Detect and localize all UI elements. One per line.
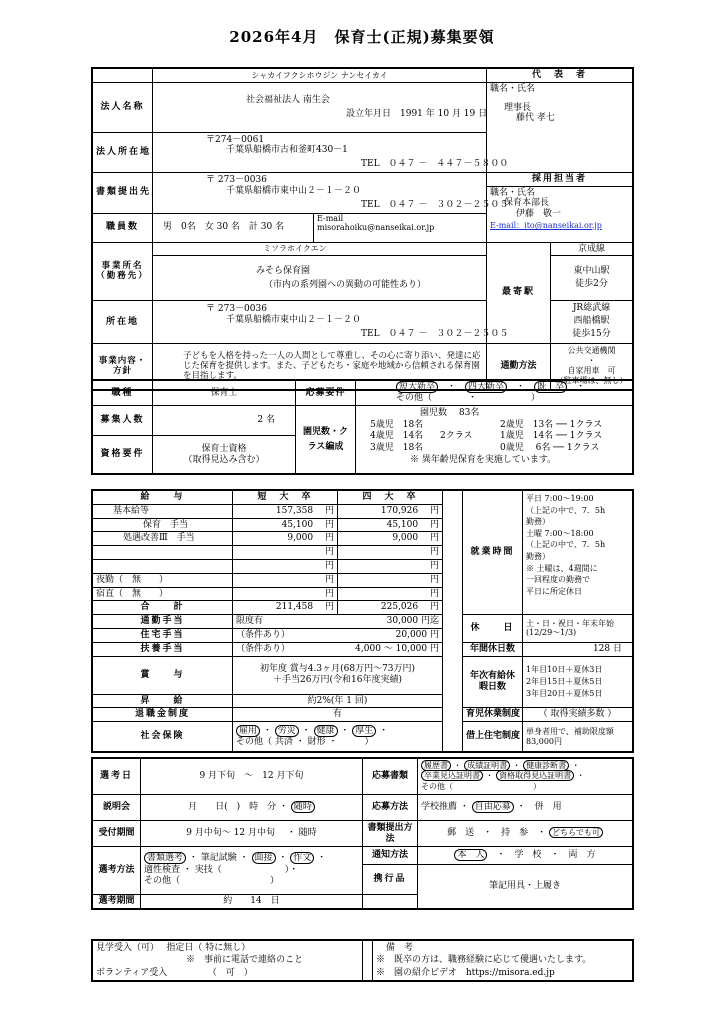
- corp-name-label: 法人名称: [93, 82, 153, 132]
- class-2: 2歳児 13名 ── 1クラス: [500, 419, 603, 430]
- staff-count: 男 0名 女 30 名 計 30 名: [163, 222, 285, 233]
- docs-label: 応募書類: [363, 759, 418, 795]
- way-other: その他（ ）: [144, 876, 280, 887]
- notify-both: 両 方: [568, 850, 596, 861]
- yen-unit: 円: [429, 519, 439, 530]
- rent-label: 借上住宅制度: [463, 722, 523, 752]
- work-line-6: 勤務）: [526, 551, 550, 561]
- office-name: みそら保育園: [256, 265, 311, 276]
- pay-total-label: 合 計: [93, 601, 233, 615]
- corp-addr: 千葉県船橋市古和釜町430－1: [226, 145, 348, 156]
- pay-value: 45,100: [281, 519, 314, 530]
- job-label: 職種: [93, 381, 153, 406]
- corp-established: 設立年月日 1991 年 10 月 19 日: [346, 109, 488, 120]
- commute-dot: ・: [587, 356, 596, 366]
- req-junior-college: 短大新卒: [396, 381, 438, 393]
- yen-unit: 円: [324, 533, 334, 544]
- job-value: 保育士: [153, 381, 296, 406]
- yen-unit: 円: [429, 547, 439, 558]
- location-label: 所在地: [93, 301, 153, 343]
- retire-label: 退職金制度: [93, 708, 233, 722]
- corp-addr-label: 法人所在地: [93, 132, 153, 172]
- submit-addr: 千葉県船橋市東中山２－１－２０: [226, 185, 362, 196]
- paid-leave-1: 1年目10日＋夏休3日: [526, 664, 603, 674]
- class-1: 1歳児 14名 ── 1クラス: [500, 431, 603, 442]
- recruiter-email[interactable]: E-mail：ito@nanseikai.or.jp: [490, 220, 602, 230]
- pay-value: 45,100: [386, 519, 419, 530]
- page-title: 2026年4月 保育士(正規)募集要領: [229, 28, 495, 46]
- yen-unit: 円: [324, 574, 334, 585]
- email-label: E-mail: [317, 213, 344, 223]
- housing-amt: 20,000 円: [395, 629, 439, 640]
- notify-self: 本 人: [454, 849, 487, 861]
- corp-addr-zip: 〒274－0061: [206, 134, 265, 145]
- work-line-3: 勤務）: [526, 517, 550, 527]
- work-hours-label: 就業時間: [463, 491, 523, 615]
- period-label: 受付期間: [93, 821, 141, 847]
- yen-unit: 円: [429, 574, 439, 585]
- pay-total-junior: 211,458: [275, 602, 314, 613]
- station-name-1: 東中山駅: [573, 266, 610, 277]
- pay-row-label: 宿直（ 無 ）: [93, 587, 233, 601]
- biz-label: 事業内容・方針: [93, 343, 153, 389]
- work-line-7: ※ 土曜は、4週間に: [526, 563, 598, 573]
- doc-graduation: 卒業見込証明書: [421, 770, 483, 781]
- pay-row-label: 保育 手当: [93, 518, 233, 532]
- paid-leave-2: 2年目15日＋夏休5日: [526, 676, 603, 686]
- ins-pension: 厚生: [352, 725, 376, 737]
- yen-unit: 円: [324, 505, 334, 516]
- way-essay: 作文: [290, 852, 314, 864]
- pay-row-label: 基本給等: [93, 504, 233, 518]
- pay-total-university: 225,026: [380, 602, 419, 613]
- bring-label: 携行品: [363, 865, 418, 895]
- kids-total: 園児数 83名: [420, 408, 480, 418]
- holiday-label: 休 日: [463, 615, 523, 643]
- paid-leave-3: 3年目20日＋夏休5日: [526, 688, 603, 698]
- rep-header: 代 表 者: [487, 69, 633, 83]
- family-label: 扶養手当: [93, 642, 233, 656]
- way-written: 筆記試験: [200, 852, 237, 863]
- mixed-age-note: ※ 異年齢児保育を実施しています。: [410, 454, 557, 465]
- job-table: 職種 保育士 応募要件 短大新卒 ・ 四大新卒 ・ 既 卒 ・ その他（ ・ ） 募集人数 2 名 園児数・クラス編成 園児数 83名 5歳児 18名 4歳児 14名 3歳児 18名 2クラス 2歳児 13名 ── 1クラス 1歳児 14名 ── 1クラス 0歳児 6名 ── 1クラス ※ 異年齢児保育を実施しています。 資格要件 保育士資格 （取得見込み含む）: [92, 380, 633, 474]
- raise-value: 約2%(年 1 回): [233, 694, 443, 708]
- visit-label: 見学受入（可）: [96, 943, 155, 954]
- work-line-2: （上記の中で、7．5h: [526, 505, 606, 515]
- class-4: 4歳児 14名: [370, 431, 424, 442]
- apply-method-label: 応募方法: [363, 795, 418, 821]
- insurance-label: 社会保険: [93, 722, 233, 752]
- bonus-line-2: ＋手当26万円(令和16年度実績): [273, 675, 402, 686]
- work-line-5: （上記の中で、7．5h: [526, 540, 606, 550]
- yen-unit: 円: [429, 505, 439, 516]
- location-addr: 千葉県船橋市東中山２－１－２０: [226, 315, 362, 326]
- notify-label: 通知方法: [363, 847, 418, 865]
- station-label: 最寄駅: [487, 242, 551, 343]
- annual-holiday: 128 日: [523, 642, 633, 656]
- briefing-label: 説明会: [93, 795, 141, 821]
- notify-school: 学 校: [514, 850, 542, 861]
- rep-name: 藤代 孝七: [516, 113, 555, 124]
- select-date: 9 月下旬 ～ 12 月下旬: [141, 759, 363, 795]
- method-school: 学校推薦: [421, 802, 458, 813]
- qual-note: （取得見込み含む）: [183, 454, 265, 465]
- ins-accident: 労災: [275, 725, 299, 737]
- station-line-1: 京成線: [551, 242, 633, 256]
- pay-row-label: 処遇改善Ⅲ 手当: [93, 532, 233, 546]
- visit-note: ※ 事前に電話で連絡のこと: [186, 955, 304, 966]
- selection-table: 選考日 9 月下旬 ～ 12 月下旬 応募書類 履歴書 ・ 成績証明書 ・ 健康診断書 ・ 卒業見込証明書 ・ 資格取得見込証明書 ・ その他（ ） 説明会 月 日( ) 時 分 ・ 随時 応募方法 学校推薦 ・ 自由応募 ・ 併 用 受付期間 9 月中旬～ 12 月中旬 ・ 随時 書類提出方法 郵 送 ・ 持 参 ・ どちらでも可 選考方法 書類選考 ・ 筆記試験 ・ 面接 ・ 作文 ・ 適性検査 ・ 実技（ ）・ その他（ ） 通知方法 本 人 ・ 学 校 ・ 両 方 携行品 筆記用具・上履き 選考期間 約 14 日: [92, 758, 633, 909]
- housing-cond: （条件あり）: [236, 629, 291, 640]
- doc-health: 健康診断書: [523, 760, 569, 771]
- submit-either: どちらでも可: [549, 827, 603, 838]
- childcare-leave: （ 取得実績多数 ）: [523, 708, 633, 722]
- yen-unit: 円: [429, 560, 439, 571]
- req-university: 四大新卒: [465, 381, 507, 393]
- count-label: 募集人数: [93, 406, 153, 436]
- select-span-label: 選考期間: [93, 895, 141, 909]
- rep-role-label: 職名・氏名: [490, 83, 536, 94]
- rep-role: 理事長: [504, 102, 532, 113]
- work-line-1: 平日 7:00～19:00: [526, 494, 594, 503]
- qual-value: 保育士資格: [201, 443, 247, 454]
- remarks-1: ※ 既卒の方は、職務経験に応じて優遇いたします。: [376, 955, 592, 966]
- station-walk-1: 徒歩2分: [575, 279, 608, 290]
- station-walk-2: 徒歩15分: [572, 329, 611, 340]
- work-line-4: 土曜 7:00～18:00: [526, 528, 594, 538]
- corp-email: misorahoiku@nanseikai.or.jp: [317, 223, 435, 233]
- pay-row-label: 夜勤（ 無 ）: [93, 573, 233, 587]
- corp-furigana: シャカイフクシホウジン ナンセイカイ: [153, 69, 487, 83]
- class-0: 0歳児 6名 ── 1クラス: [500, 443, 600, 454]
- corp-name: 社会福祉法人 南生会: [246, 94, 330, 105]
- submit-label: 書類提出先: [93, 172, 153, 213]
- kids-label: 園児数・クラス編成: [296, 406, 356, 474]
- commute-allow-amt: 30,000 円迄: [386, 616, 439, 627]
- office-furigana: ミソラホイクエン: [153, 242, 487, 256]
- pay-table: 給 与 短 大 卒 四 大 卒 就業時間 平日 7:00～19:00 （上記の中で、7．5h 勤務） 土曜 7:00～18:00 （上記の中で、7．5h 勤務） ※ 土曜は、4週間に 一回程度の勤務で 平日に所定休日 基本給等 157,358 円 170,926 円 保育 手当 45,100 円 45,100 円 処遇改善Ⅲ 手当 9,000 円 9,000 円 円 円 円 円 夜勤（ 無 ） 円 円 宿直（ 無 ） 円 円 合 計 211,458 円 225,026 円 通勤手当 限度有 30,000 円迄 休 日 土・日・祝日・年末年始(12/29～1/3) 住宅手当 （条件あり） 20,000 円 扶養手当 （条件あり） 4,000 ～ 10,000 円 年間休日数 128 日 賞 与 初年度 賞与4.3ヶ月(68万円～73万円) ＋手当26万円(令和16年度実績) 年次有給休暇日数 1年目10日＋夏休3日 2年目15日＋夏休5日 3年目20日＋夏休5日 昇 給 約2%(年 1 回) 退職金制度 有 育児休業制度 （ 取得実績多数 ） 社会保険 雇用 ・ 労災 ・ 健康 ・ 厚生 ・ その他（ 共済 ・ 財形 ・ ） 借上住宅制度 単身者用で、補助限度額 83,000円: [92, 490, 633, 752]
- commute-car: 自家用車 可: [567, 366, 616, 376]
- recruiter-role: 保育本部長: [504, 198, 550, 209]
- method-free: 自由応募: [472, 801, 514, 813]
- select-way-label: 選考方法: [93, 847, 141, 895]
- pay-row-label: [93, 546, 233, 560]
- select-span: 約 14 日: [141, 895, 363, 909]
- yen-unit: 円: [429, 588, 439, 599]
- retire-value: 有: [233, 708, 443, 722]
- pay-col-university: 四 大 卒: [338, 491, 443, 505]
- raise-label: 昇 給: [93, 694, 233, 708]
- yen-unit: 円: [429, 602, 439, 613]
- work-line-9: 平日に所定休日: [526, 586, 582, 596]
- childcare-leave-label: 育児休業制度: [463, 708, 523, 722]
- briefing-anytime: 随時: [291, 801, 315, 813]
- biz-policy: 子どもを人格を持った一人の人間として尊重し、その心に寄り添い、発達に応じた保育を提供します。また、子どもたち・家庭や地域から信頼される保育園を目指します。: [153, 343, 487, 389]
- ins-employment: 雇用: [236, 725, 260, 737]
- family-cond: （条件あり）: [236, 643, 291, 654]
- qual-label: 資格要件: [93, 436, 153, 474]
- rent-value: 単身者用で、補助限度額 83,000円: [523, 722, 633, 752]
- location-zip: 〒 273－0036: [206, 304, 267, 315]
- office-label: 事業所名 （勤務先）: [93, 242, 153, 301]
- commute-public: 公共交通機関: [567, 346, 616, 356]
- period-value: 9 月中旬～ 12 月中旬 ・ 随時: [141, 821, 363, 847]
- way-aptitude: 適性検査 ・ 実技（ ）・: [144, 864, 299, 875]
- doc-other: その他（ ）: [421, 781, 541, 791]
- footer-table: [92, 940, 633, 981]
- annual-holiday-label: 年間休日数: [463, 642, 523, 656]
- pay-value: 157,358: [275, 505, 314, 516]
- ins-other: その他（ 共済 ・ 財形 ・ ）: [236, 736, 374, 747]
- housing-label: 住宅手当: [93, 628, 233, 642]
- class-5: 5歳児 18名: [370, 419, 424, 430]
- ins-health: 健康: [314, 725, 338, 737]
- submit-bring: 持 参: [501, 828, 529, 839]
- method-both: 併 用: [534, 802, 562, 813]
- visit-option: 指定日（ 特に無し）: [166, 943, 251, 954]
- way-interview: 面接: [252, 852, 276, 864]
- holiday-value: 土・日・祝日・年末年始(12/29～1/3): [523, 615, 633, 643]
- submit-method-label: 書類提出方法: [363, 821, 418, 847]
- yen-unit: 円: [324, 602, 334, 613]
- location-tel: TEL ０４７ － ３０２－２５０５: [361, 328, 509, 339]
- staff-label: 職員数: [93, 213, 153, 242]
- recruiter-header: 採用担当者: [487, 172, 633, 186]
- bonus-line-1: 初年度 賞与4.3ヶ月(68万円～73万円): [259, 664, 416, 675]
- family-amt: 4,000 ～ 10,000 円: [355, 643, 439, 654]
- submit-zip: 〒 273－0036: [206, 175, 267, 185]
- volunteer-option: （ 可 ）: [212, 967, 253, 978]
- commute-parking: （駐車場は、無し）: [555, 376, 628, 386]
- volunteer-label: ボランティア受入: [96, 967, 168, 978]
- req-label: 応募要件: [296, 381, 356, 406]
- yen-unit: 円: [429, 533, 439, 544]
- corp-addr-tel: TEL ０４７ － ４４７－５８００: [361, 159, 509, 170]
- way-docs: 書類選考: [144, 852, 186, 864]
- submit-mail: 郵 送: [447, 828, 475, 839]
- pay-value: 9,000: [287, 533, 314, 544]
- pay-col-junior: 短 大 卒: [233, 491, 338, 505]
- yen-unit: 円: [324, 519, 334, 530]
- work-line-8: 一回程度の勤務で: [526, 575, 590, 585]
- remarks-2: ※ 園の紹介ビデオ https://misora.ed.jp: [376, 967, 555, 978]
- count-value: 2 名: [153, 406, 296, 436]
- pay-value: 170,926: [380, 505, 419, 516]
- req-other: その他（ ・ ）: [396, 393, 541, 403]
- yen-unit: 円: [324, 588, 334, 599]
- req-graduate: 既 卒: [534, 381, 567, 393]
- recruiter-role-label: 職名・氏名: [490, 187, 536, 198]
- station-name-2: 西船橋駅: [573, 316, 610, 327]
- employer-info-table: [92, 68, 633, 390]
- class-3: 3歳児 18名: [370, 443, 424, 454]
- recruiter-name: 伊藤 敬一: [516, 209, 562, 220]
- doc-resume: 履歴書: [421, 760, 451, 771]
- pay-label: 給 与: [93, 491, 233, 505]
- mixed-classes: 2クラス: [440, 431, 473, 442]
- commute-allow: 限度有: [236, 616, 264, 627]
- doc-qualification: 資格取得見込証明書: [496, 770, 574, 781]
- doc-transcript: 成績証明書: [464, 760, 510, 771]
- station-line-2: JR総武線: [572, 303, 611, 314]
- remarks-label: 備 考: [386, 943, 414, 954]
- briefing-value: 月 日( ) 時 分 ・: [188, 802, 288, 813]
- pay-value: 9,000: [392, 533, 419, 544]
- office-note: （市内の系列園への異動の可能性あり）: [264, 280, 427, 291]
- commute-label: 通勤方法: [487, 343, 551, 389]
- select-date-label: 選考日: [93, 759, 141, 795]
- bonus-label: 賞 与: [93, 656, 233, 694]
- submit-tel: TEL ０４７ － ３０２－２５０５: [361, 199, 509, 210]
- commute-allow-label: 通勤手当: [93, 615, 233, 629]
- pay-row-label: [93, 559, 233, 573]
- yen-unit: 円: [324, 560, 334, 571]
- bring-value: 筆記用具・上履き: [418, 865, 633, 909]
- paid-leave-label: 年次有給休暇日数: [463, 656, 523, 708]
- yen-unit: 円: [324, 547, 334, 558]
